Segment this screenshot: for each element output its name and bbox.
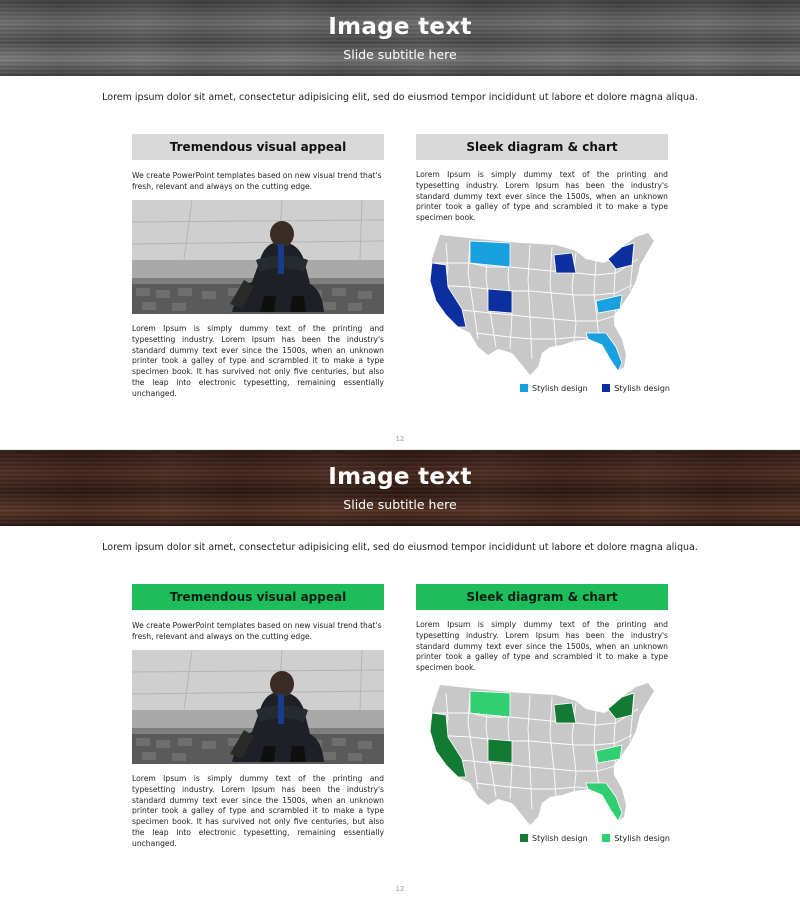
legend-item-2: [602, 834, 670, 843]
stressed-man-photo: [132, 650, 384, 764]
right-heading: Sleek diagram & chart: [416, 584, 668, 610]
intro-text: Lorem ipsum dolor sit amet, consectetur adipisicing elit, sed do eiusmod tempor incididunt ut labore et dolore magna aliqua.: [102, 542, 698, 553]
right-column: [416, 134, 670, 393]
state-colorado: [488, 739, 512, 763]
legend-item-2: [602, 384, 670, 393]
right-heading: Sleek diagram & chart: [416, 134, 668, 160]
page-number: 12: [395, 435, 405, 443]
left-heading: Tremendous visual appeal: [132, 584, 384, 610]
page-number: 12: [395, 885, 405, 893]
slide-title: Image text: [328, 464, 472, 490]
slide-banner: [0, 450, 800, 526]
map-legend: [520, 834, 682, 843]
legend-swatch-dark: [520, 834, 528, 842]
us-map: [426, 679, 662, 829]
state-wisconsin: [554, 703, 576, 723]
left-body-text: Lorem Ipsum is simply dummy text of the printing and typesetting industry. Lorem Ipsum has been the industry's standard dummy text ever since the 1500s, when an unknown printer took a galley of type and scrambled it to make a type specimen book. It has survived not only five centuries, but also the leap into electronic typesetting, remaining essentially unchanged.: [132, 774, 384, 848]
legend-swatch-dark: [602, 384, 610, 392]
legend-item-1: [520, 834, 588, 843]
right-body-text: Lorem Ipsum is simply dummy text of the printing and typesetting industry. Lorem Ipsum has been the industry's standard dummy text ever since the 1500s, when an unknown printer took a galley of type and scrambled it to make a type specimen book.: [416, 620, 668, 673]
legend-label: Stylish design: [614, 834, 670, 843]
slide-subtitle: Slide subtitle here: [343, 497, 457, 512]
slide-2: [0, 450, 800, 900]
left-heading: Tremendous visual appeal: [132, 134, 384, 160]
left-column: [132, 584, 384, 848]
legend-swatch-light: [520, 384, 528, 392]
legend-swatch-light: [602, 834, 610, 842]
stressed-man-photo: [132, 200, 384, 314]
left-column: [132, 134, 384, 398]
state-montana: [470, 691, 510, 717]
state-montana: [470, 241, 510, 267]
slide-title: Image text: [328, 14, 472, 40]
legend-label: Stylish design: [532, 384, 588, 393]
map-legend: [520, 384, 682, 393]
state-colorado: [488, 289, 512, 313]
left-body-text: Lorem Ipsum is simply dummy text of the printing and typesetting industry. Lorem Ipsum has been the industry's standard dummy text ever since the 1500s, when an unknown printer took a galley of type and scrambled it to make a type specimen book. It has survived not only five centuries, but also the leap into electronic typesetting, remaining essentially unchanged.: [132, 324, 384, 398]
legend-label: Stylish design: [532, 834, 588, 843]
state-wisconsin: [554, 253, 576, 273]
left-lead-text: We create PowerPoint templates based on new visual trend that's fresh, relevant and always on the cutting edge.: [132, 171, 382, 191]
slide-banner: [0, 0, 800, 76]
intro-text: Lorem ipsum dolor sit amet, consectetur adipisicing elit, sed do eiusmod tempor incididunt ut labore et dolore magna aliqua.: [102, 92, 698, 103]
us-map: [426, 229, 662, 379]
legend-label: Stylish design: [614, 384, 670, 393]
legend-item-1: [520, 384, 588, 393]
left-lead-text: We create PowerPoint templates based on new visual trend that's fresh, relevant and always on the cutting edge.: [132, 621, 382, 641]
right-body-text: Lorem Ipsum is simply dummy text of the printing and typesetting industry. Lorem Ipsum has been the industry's standard dummy text ever since the 1500s, when an unknown printer took a galley of type and scrambled it to make a type specimen book.: [416, 170, 668, 223]
slide-subtitle: Slide subtitle here: [343, 47, 457, 62]
right-column: [416, 584, 670, 843]
